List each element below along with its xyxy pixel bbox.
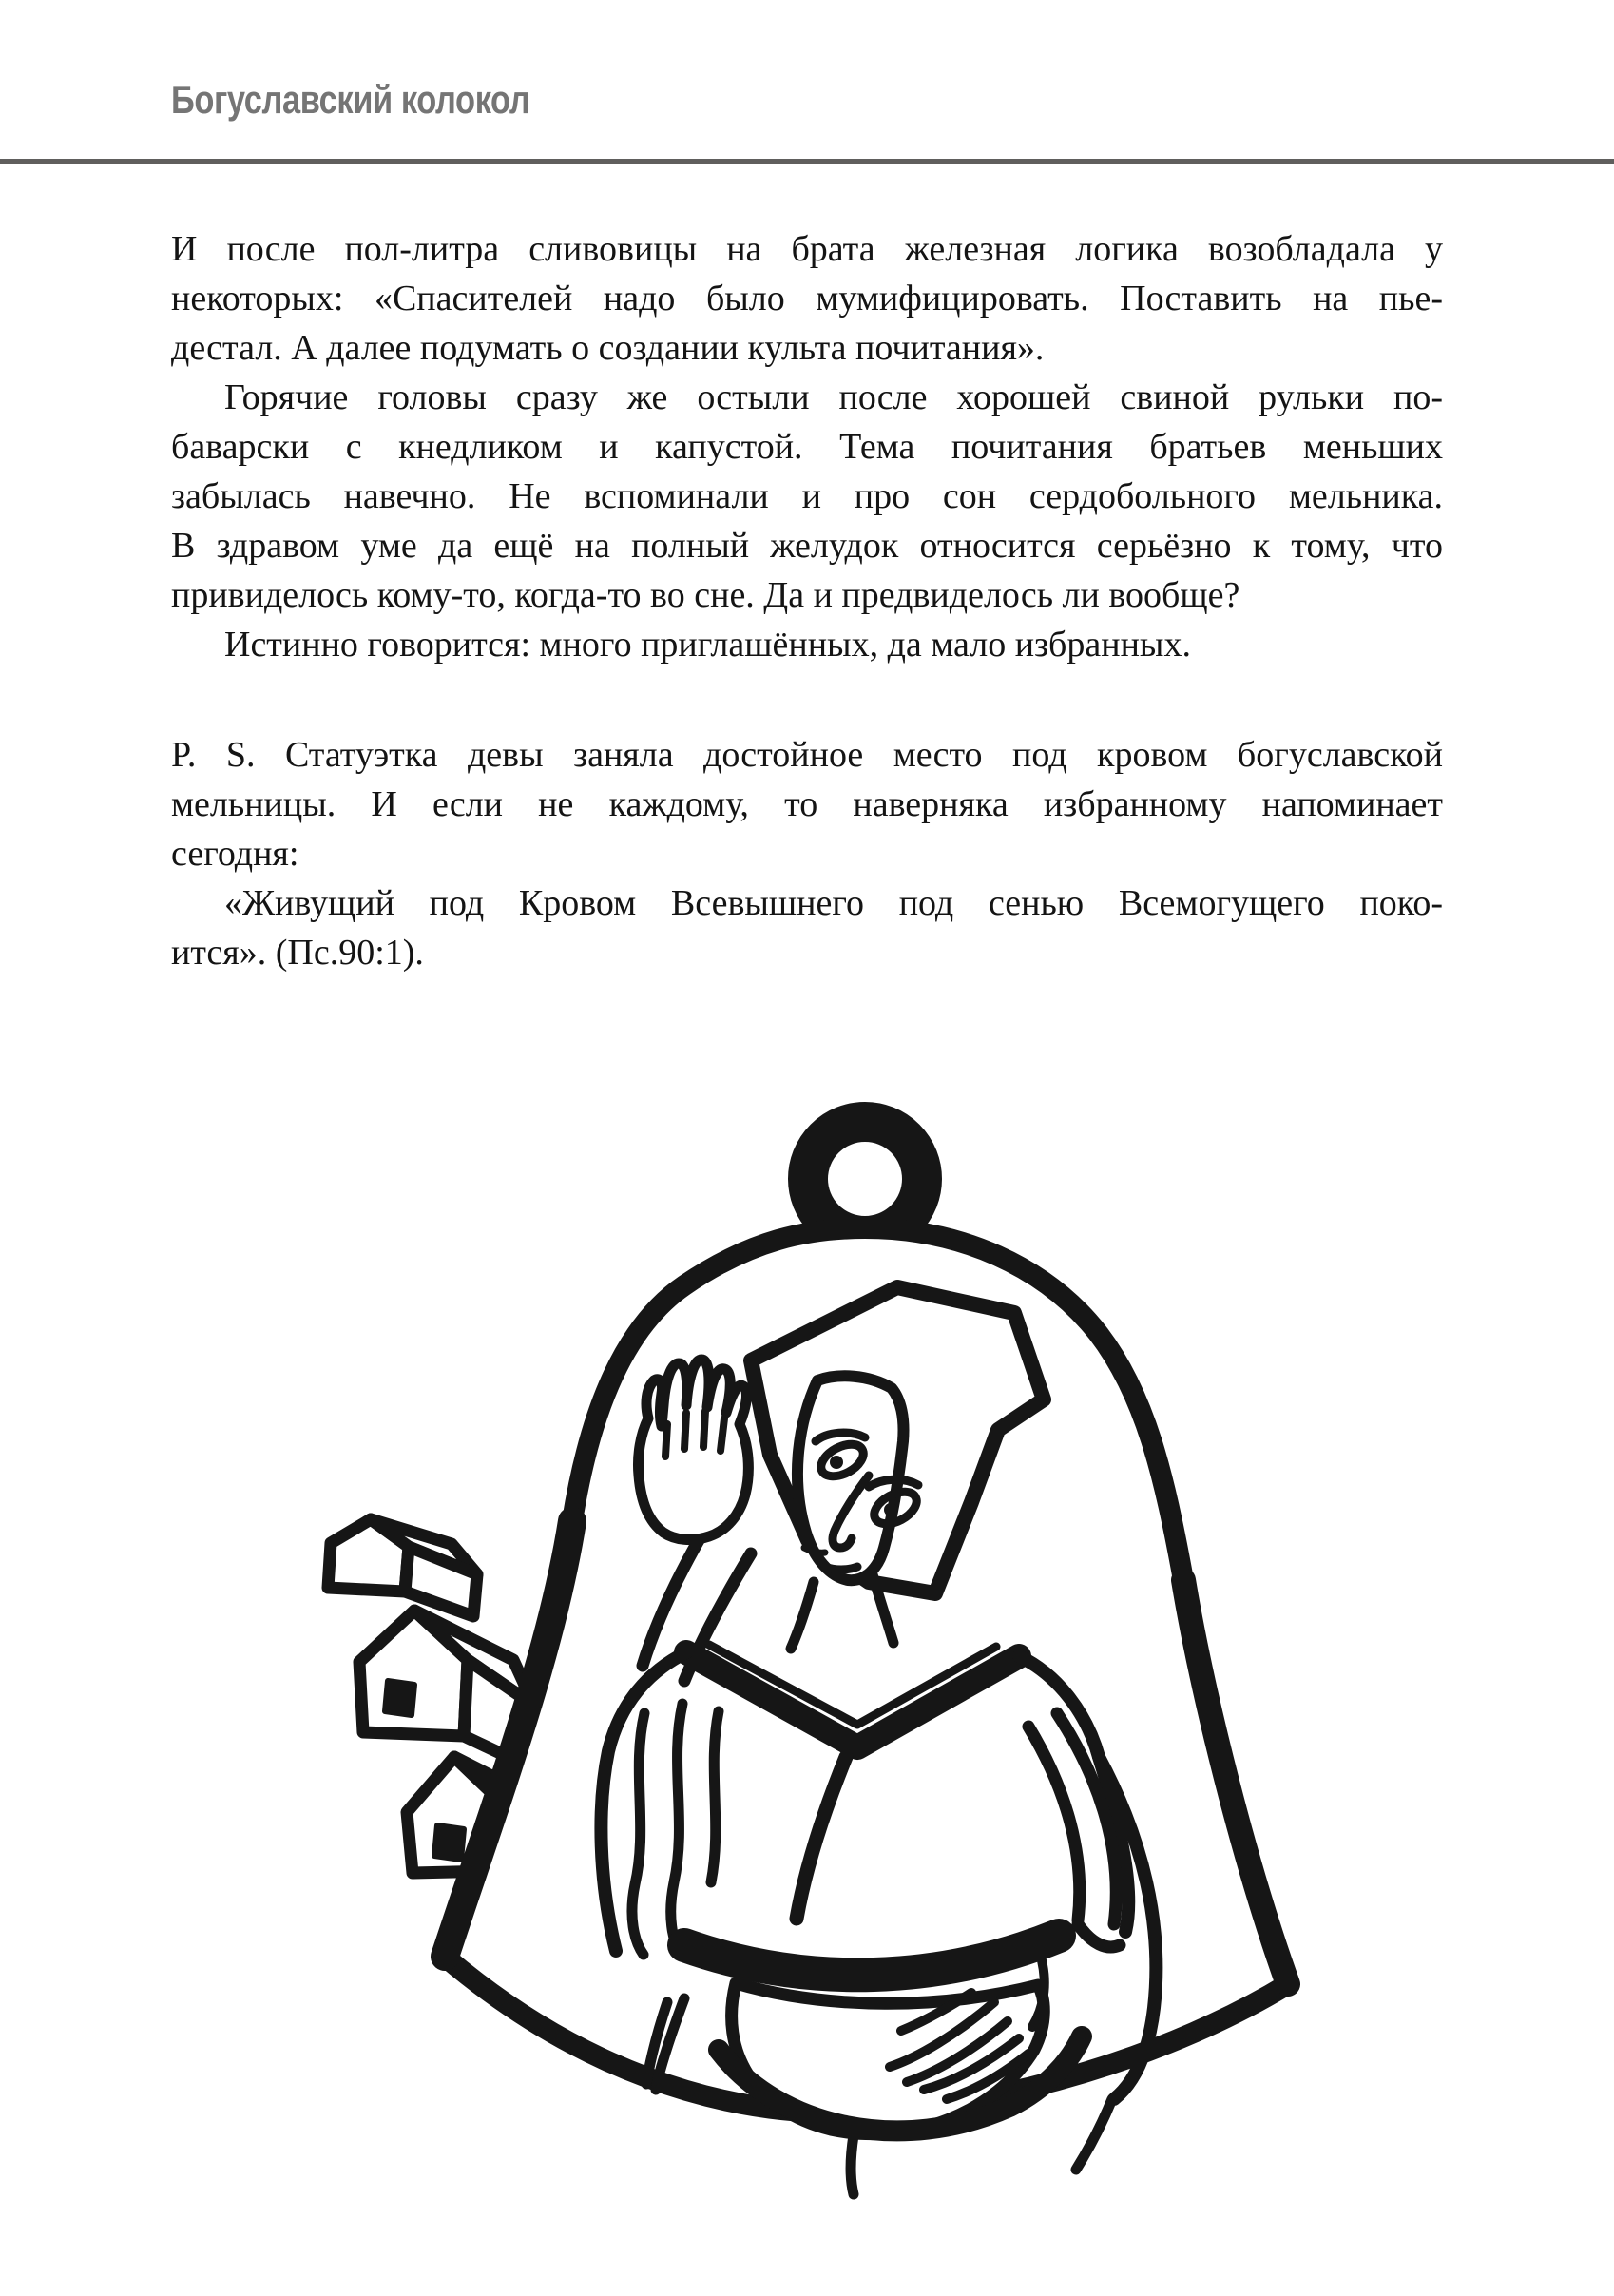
bell-illustration <box>238 1046 1378 2282</box>
paragraph <box>171 224 1443 373</box>
text-line: мельницы. И если не каждому, то наверняка избранному напоминает <box>171 784 1443 824</box>
header-rule <box>0 159 1614 164</box>
text-line: ится». (Пс.90:1). <box>171 933 424 973</box>
text-line: P. S. Статуэтка девы заняла достойное место под кровом богуславской <box>171 735 1443 775</box>
running-header: Богуславский колокол <box>171 77 530 122</box>
text-line: некоторых: «Спасителей надо было мумифицировать. Поставить на пье- <box>171 279 1443 318</box>
paragraph <box>171 373 1443 620</box>
mouth <box>825 1567 857 1570</box>
text-line: «Живущий под Кровом Всевышнего под сенью Всемогущего поко- <box>224 883 1443 923</box>
raised-hand <box>638 1360 748 1539</box>
house-window <box>385 1681 414 1715</box>
body-text <box>171 224 1443 977</box>
text-line: Истинно говорится: много приглашённых, да мало избранных. <box>224 625 1191 665</box>
text-line: привиделось кому-то, когда-то во сне. Да и предвиделось ли вообще? <box>171 575 1240 615</box>
text-line: дестал. А далее подумать о создании культа почитания». <box>171 328 1045 368</box>
text-line: Горячие головы сразу же остыли после хорошей свиной рульки по- <box>224 377 1443 417</box>
text-line: забылась навечно. Не вспоминали и про сон сердобольного мельника. <box>171 476 1443 516</box>
house-window <box>434 1825 464 1860</box>
paragraph <box>171 620 1443 669</box>
paragraph <box>171 730 1443 878</box>
text-line: сегодня: <box>171 834 299 874</box>
text-line: И после пол-литра сливовицы на брата железная логика возобладала у <box>171 229 1443 269</box>
text-line: баварски с кнедликом и капустой. Тема почитания братьев меньших <box>171 427 1443 467</box>
house-top <box>328 1519 477 1616</box>
text-line: В здравом уме да ещё на полный желудок относится серьёзно к тому, что <box>171 526 1443 566</box>
paragraph <box>171 878 1443 977</box>
